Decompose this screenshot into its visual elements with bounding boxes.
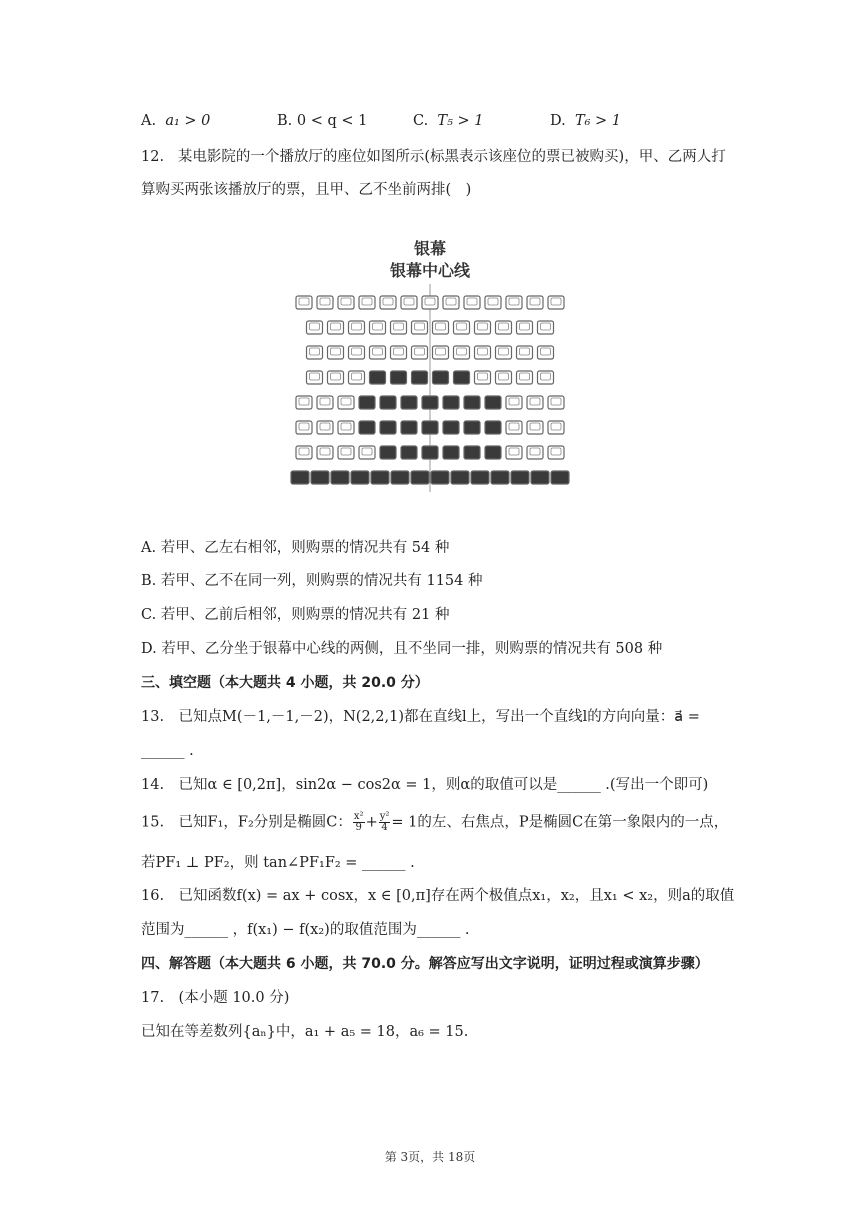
seat-sold [359, 396, 375, 409]
seat-sold [531, 471, 549, 484]
seat-sold [471, 471, 489, 484]
seat-sold [422, 421, 438, 434]
q12-option-d: D. 若甲、乙分坐于银幕中心线的两侧，且不坐同一排，则购票的情况共有 508 种 [141, 641, 663, 657]
seat-sold [412, 371, 428, 384]
seat-sold [422, 446, 438, 459]
seat-sold [391, 371, 407, 384]
seat-sold [370, 371, 386, 384]
seat-sold [443, 446, 459, 459]
seat-sold [401, 421, 417, 434]
seat-sold [380, 396, 396, 409]
option-b: B. 0 < q < 1 [277, 113, 368, 129]
seat-sold [491, 471, 509, 484]
q16-line1: 16. 已知函数f(x) = ax + cosx，x ∈ [0,π]存在两个极值点x₁，x₂，且x₁ < x₂，则a的取值 [141, 888, 735, 904]
screen-label: 银幕 [413, 239, 447, 258]
seat-sold [380, 446, 396, 459]
option-a: A. a₁ > 0 [141, 113, 211, 129]
seat-sold [291, 471, 309, 484]
seat-sold [511, 471, 529, 484]
seat-sold [433, 371, 449, 384]
q14-line: 14. 已知α ∈ [0,2π]，sin2α − cos2α = 1，则α的取值可以是______ .(写出一个即可) [141, 777, 709, 793]
seat-sold [454, 371, 470, 384]
q17-line2: 已知在等差数列{aₙ}中，a₁ + a₅ = 18，a₆ = 15. [141, 1024, 469, 1040]
q12-line2: 算购买两张该播放厅的票，且甲、乙不坐前两排( ) [141, 182, 472, 198]
seat-sold [411, 471, 429, 484]
section4-heading: 四、解答题（本大题共 6 小题，共 70.0 分。解答应写出文字说明，证明过程或演算步骤） [141, 956, 709, 972]
page-footer: 第 3页，共 18页 [384, 1150, 476, 1164]
seat-sold [371, 471, 389, 484]
seat-sold [431, 471, 449, 484]
q13-line2: ______ . [141, 743, 194, 759]
q13-line1: 13. 已知点M(－1,－1,－2)，N(2,2,1)都在直线l上，写出一个直线l的方向向量：a⃗ = [141, 709, 700, 725]
fraction-y: $\frac{\text{y²}}{4}$ [379, 811, 390, 833]
seat-sold [380, 421, 396, 434]
q12-line1: 12. 某电影院的一个播放厅的座位如图所示(标黑表示该座位的票已被购买)，甲、乙两人打 [141, 149, 726, 165]
seat-sold [331, 471, 349, 484]
q12-option-b: B. 若甲、乙不在同一列，则购票的情况共有 1154 种 [141, 573, 483, 589]
seat-sold [485, 446, 501, 459]
q12-option-c: C. 若甲、乙前后相邻，则购票的情况共有 21 种 [141, 607, 450, 623]
q12-option-a: A. 若甲、乙左右相邻，则购票的情况共有 54 种 [141, 540, 450, 556]
fraction-x: $\frac{\text{x²}}{9}$ [353, 811, 364, 833]
seat-sold [464, 396, 480, 409]
seat-sold [359, 421, 375, 434]
seat-chart [280, 232, 580, 497]
seat-sold [485, 396, 501, 409]
seat-sold [485, 421, 501, 434]
seat-sold [401, 396, 417, 409]
seat-sold [351, 471, 369, 484]
seat-sold [443, 396, 459, 409]
q15-line1: 15. 已知F₁，F₂分别是椭圆C： $\frac{\text{x²}}{9}$ + $\frac{\text{y²}}{4}$ = 1的左、右焦点，P是椭圆C在第一象限内的一点， [141, 811, 729, 833]
seat-sold [422, 396, 438, 409]
seat-sold [443, 421, 459, 434]
section3-heading: 三、填空题（本大题共 4 小题，共 20.0 分） [141, 675, 429, 691]
seat-sold [464, 421, 480, 434]
seat-sold [551, 471, 569, 484]
seat-sold [401, 446, 417, 459]
seat-sold [464, 446, 480, 459]
q17-line1: 17. (本小题 10.0 分) [141, 990, 290, 1006]
q15-line2: 若PF₁ ⊥ PF₂，则 tan∠PF₁F₂ = ______ . [141, 855, 415, 871]
option-d: D. T₆ > 1 [550, 113, 622, 129]
seat-sold [451, 471, 469, 484]
option-c: C. T₅ > 1 [413, 113, 484, 129]
seat-sold [391, 471, 409, 484]
q16-line2: 范围为______ ，f(x₁) − f(x₂)的取值范围为______ . [141, 922, 470, 938]
center-line-label: 银幕中心线 [389, 261, 471, 280]
seat-sold [311, 471, 329, 484]
